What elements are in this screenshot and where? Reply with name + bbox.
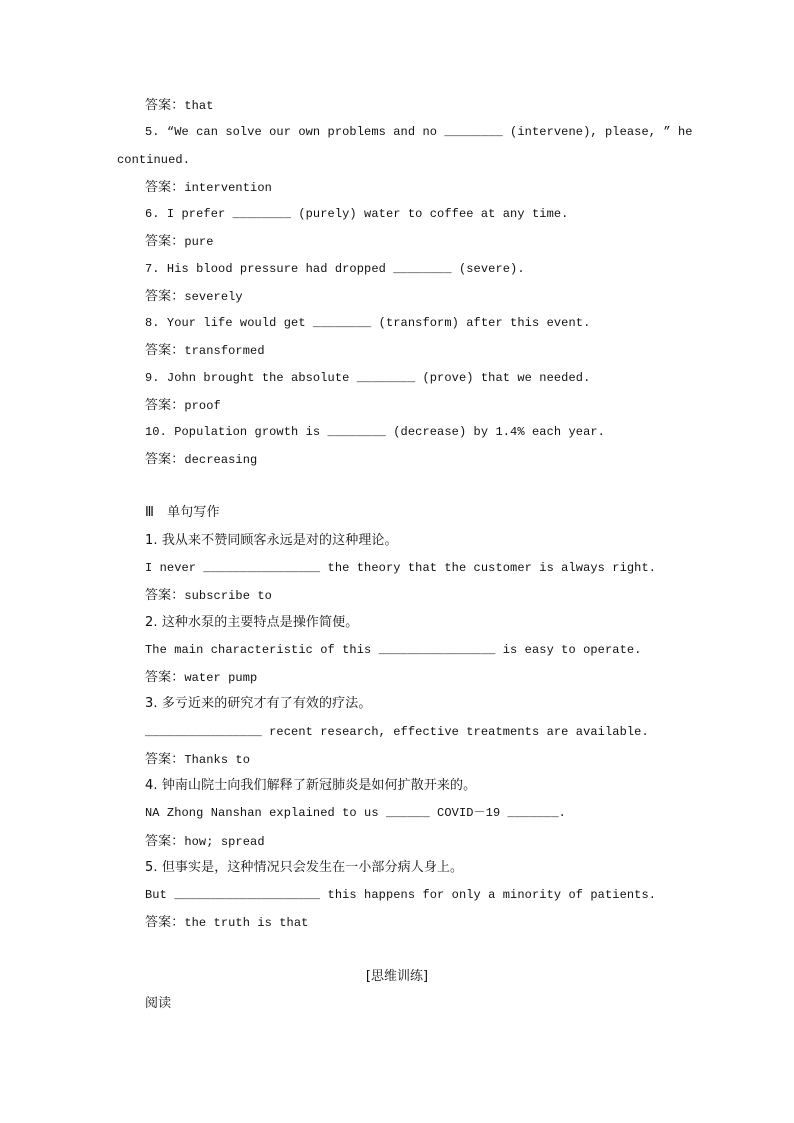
question-5-line2: continued. (117, 153, 191, 167)
answer-text: Thanks to (184, 753, 251, 767)
writing-question-2-zh: 2. 这种水泵的主要特点是操作简便。 (145, 615, 359, 630)
question-5-line1: 5. “We can solve our own problems and no ________ (intervene), please, ” he (145, 125, 693, 139)
answer-7 (145, 288, 243, 305)
answer-text: severely (184, 290, 243, 304)
answer-label: 答案： (145, 398, 185, 413)
question-6: 6. I prefer ________ (purely) water to coffee at any time. (145, 207, 569, 221)
writing-question-3-en: ________________ recent research, effective treatments are available. (145, 725, 649, 739)
answer-text: subscribe to (184, 589, 272, 603)
writing-question-3-zh: 3. 多亏近来的研究才有了有效的疗法。 (145, 696, 372, 711)
answer-label: 答案： (145, 915, 185, 930)
answer-label: 答案： (145, 834, 185, 849)
answer-label: 答案： (145, 752, 185, 767)
answer-text: the truth is that (184, 916, 309, 930)
answer-text: water pump (184, 671, 258, 685)
answer-10 (145, 451, 257, 468)
answer-4 (145, 97, 214, 114)
writing-question-5-zh: 5. 但事实是，这种情况只会发生在一小部分病人身上。 (145, 860, 464, 875)
writing-answer-1 (145, 587, 272, 604)
answer-5 (145, 179, 272, 196)
answer-9 (145, 397, 221, 414)
writing-question-4-en: NA Zhong Nanshan explained to us ______ COVID－19 _______. (145, 806, 566, 820)
answer-8 (145, 342, 265, 359)
writing-question-4-zh: 4. 钟南山院士向我们解释了新冠肺炎是如何扩散开来的。 (145, 778, 477, 793)
answer-label: 答案： (145, 234, 185, 249)
answer-text: proof (184, 399, 221, 413)
answer-label: 答案： (145, 343, 185, 358)
question-7: 7. His blood pressure had dropped ________ (severe). (145, 262, 525, 276)
answer-6 (145, 233, 214, 250)
answer-label: 答案： (145, 289, 185, 304)
writing-question-1-zh: 1. 我从来不赞同顾客永远是对的这种理论。 (145, 533, 398, 548)
writing-question-5-en: But ____________________ this happens for only a minority of patients. (145, 888, 657, 902)
answer-text: that (184, 99, 214, 113)
question-10: 10. Population growth is ________ (decrease) by 1.4% each year. (145, 425, 605, 439)
writing-answer-2 (145, 669, 257, 686)
answer-label: 答案： (145, 180, 185, 195)
answer-text: pure (184, 235, 214, 249)
writing-answer-3 (145, 751, 250, 768)
answer-label: 答案： (145, 98, 185, 113)
answer-text: intervention (184, 181, 272, 195)
writing-question-1-en: I never ________________ the theory that the customer is always right. (145, 561, 657, 575)
answer-text: how; spread (184, 835, 265, 849)
thinking-training-title: [思维训练] (365, 969, 429, 984)
answer-label: 答案： (145, 670, 185, 685)
answer-label: 答案： (145, 588, 185, 603)
reading-heading: 阅读 (145, 996, 172, 1011)
question-9: 9. John brought the absolute ________ (prove) that we needed. (145, 371, 591, 385)
writing-question-2-en: The main characteristic of this ________________ is easy to operate. (145, 643, 642, 657)
answer-label: 答案： (145, 452, 185, 467)
answer-text: decreasing (184, 453, 258, 467)
section-heading: Ⅲ 单句写作 (145, 505, 220, 520)
question-8: 8. Your life would get ________ (transform) after this event. (145, 316, 591, 330)
answer-text: transformed (184, 344, 265, 358)
writing-answer-4 (145, 833, 265, 850)
writing-answer-5 (145, 914, 308, 931)
